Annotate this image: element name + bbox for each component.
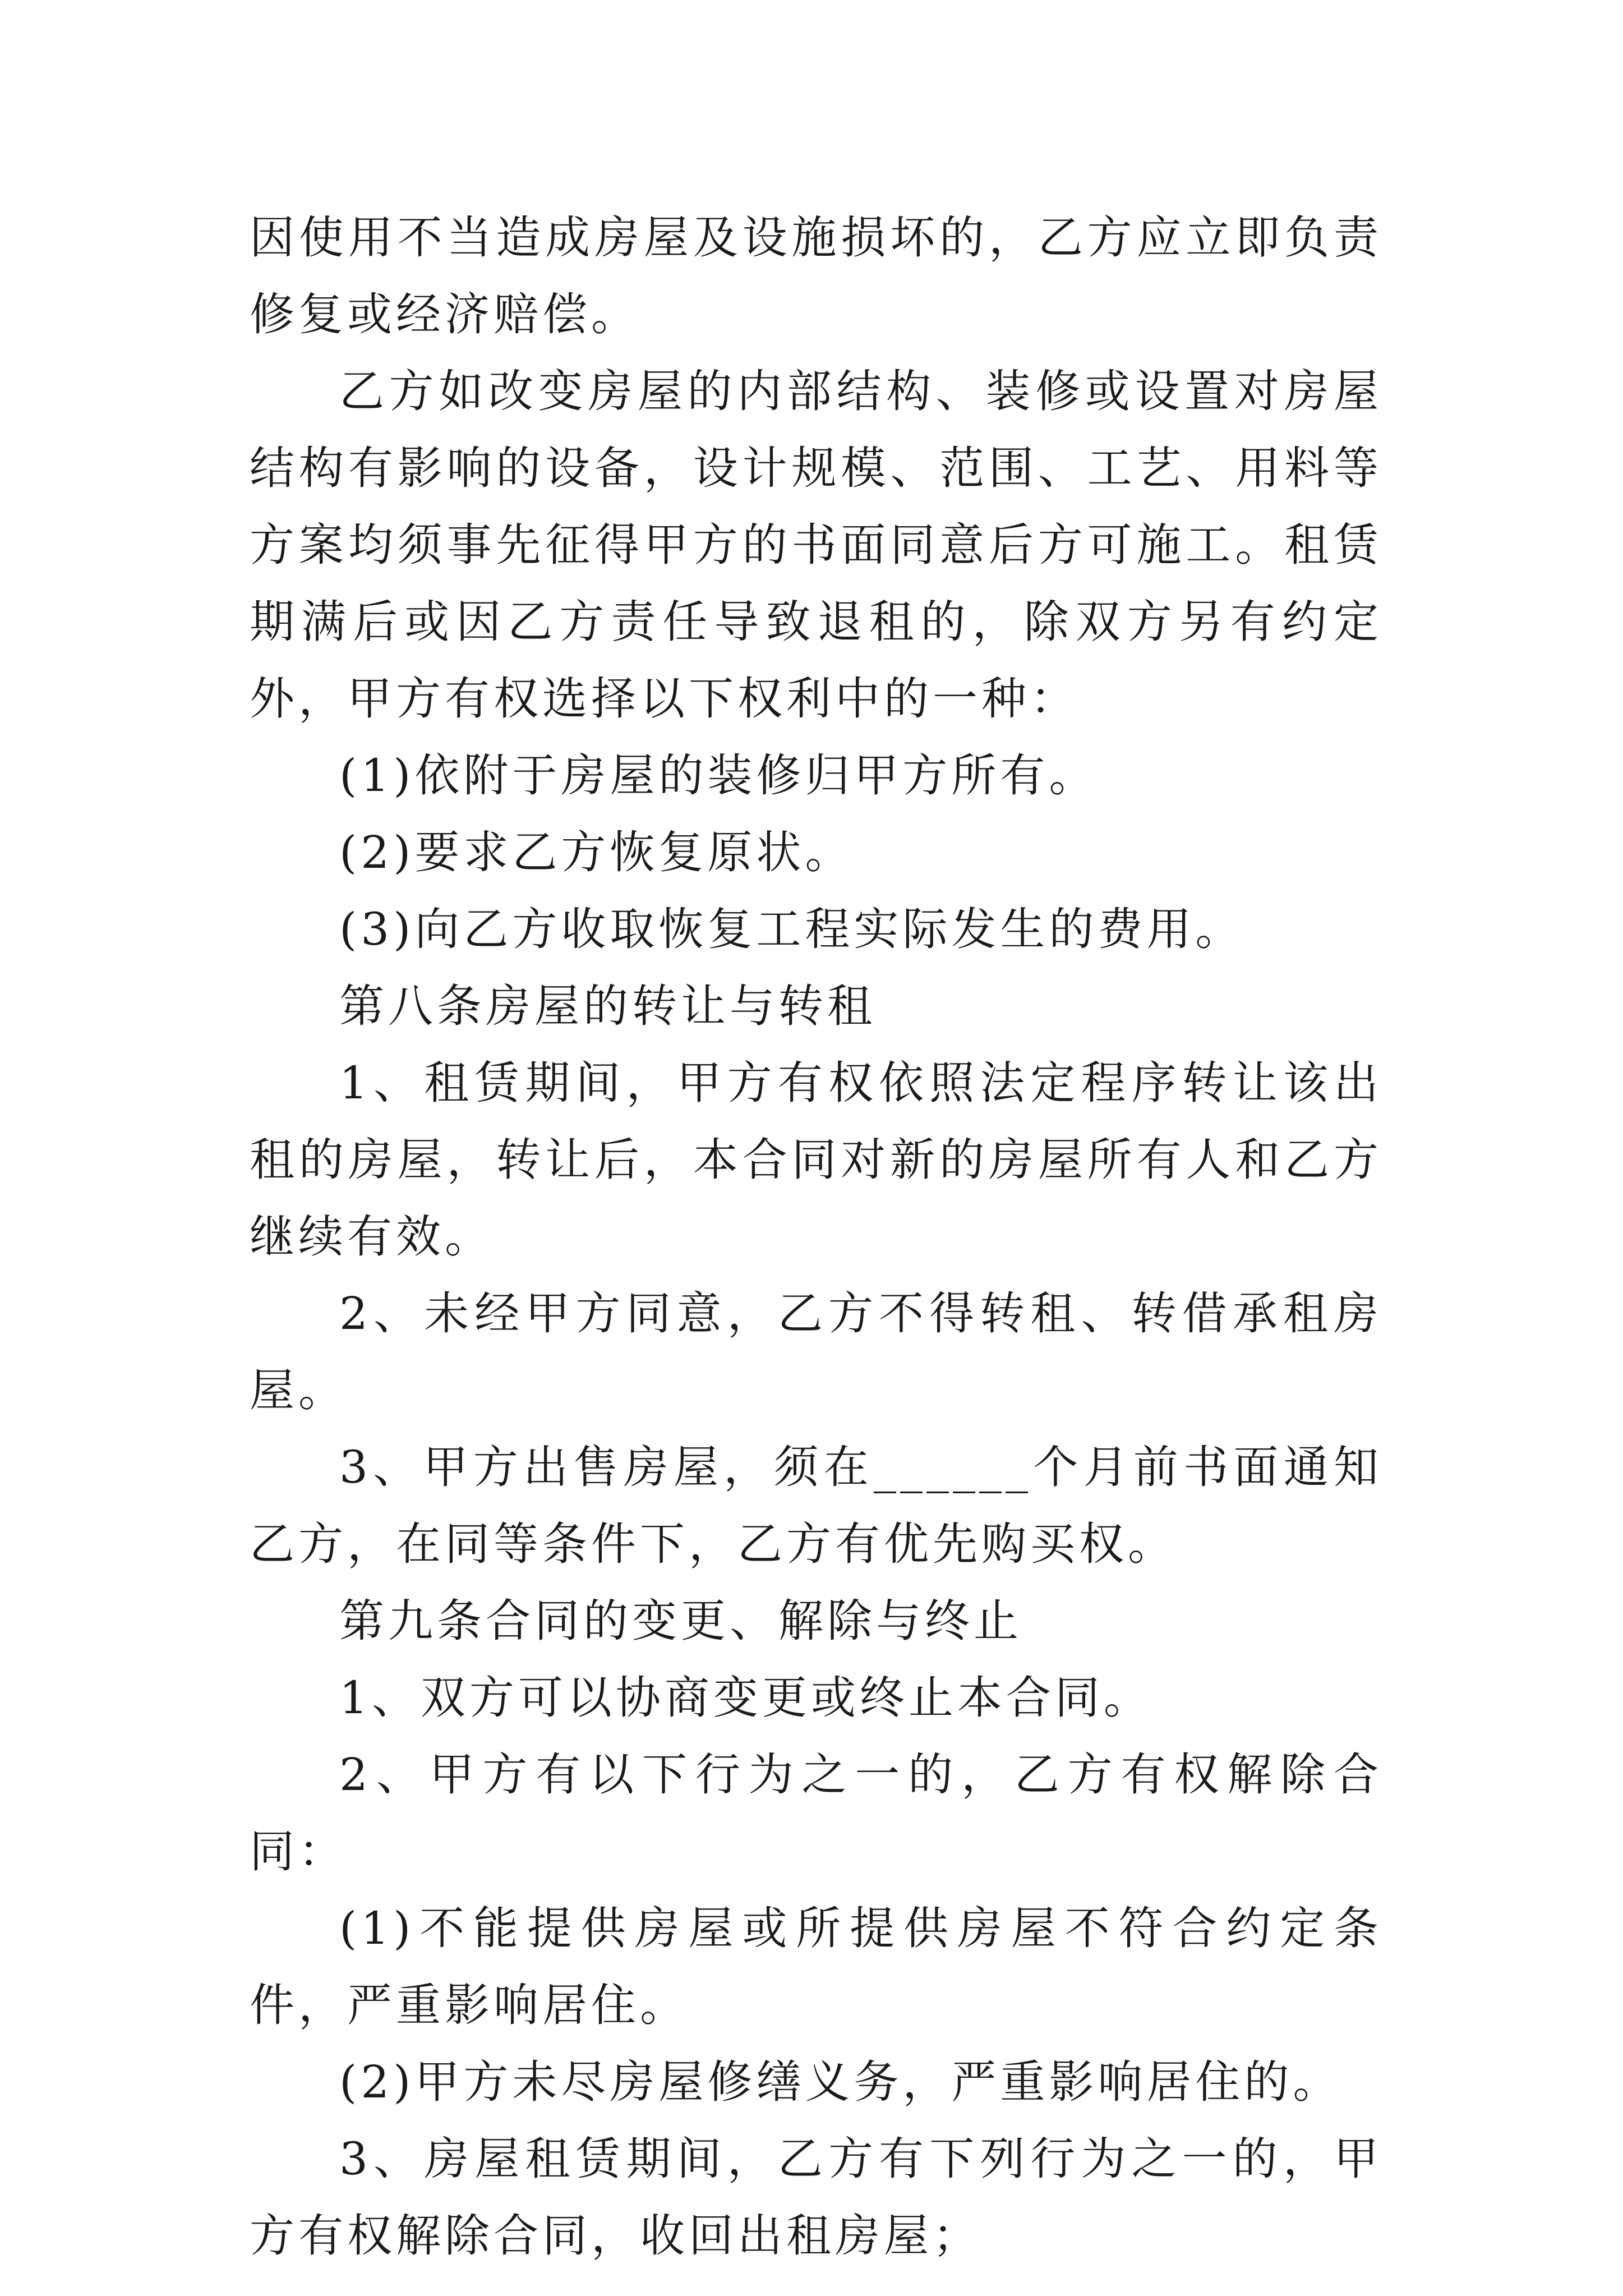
paragraph-11: 1、双方可以协商变更或终止本合同。 xyxy=(339,1672,1152,1724)
section-heading-9: 第九条合同的变更、解除与终止 xyxy=(339,1595,1022,1647)
paragraph-7: 1、租赁期间，甲方有权依照法定程序转让该出租的房屋，转让后，本合同对新的房屋所有人和乙方继续有效。 xyxy=(250,1057,1382,1263)
paragraph-9: 3、甲方出售房屋，须在______个月前书面通知乙方，在同等条件下，乙方有优先购买权。 xyxy=(250,1441,1382,1570)
paragraph-15: 3、房屋租赁期间，乙方有下列行为之一的，甲方有权解除合同，收回出租房屋； xyxy=(250,2133,1382,2262)
paragraph-5: (3)向乙方收取恢复工程实际发生的费用。 xyxy=(339,903,1244,955)
paragraph-14: (2)甲方未尽房屋修缮义务，严重影响居住的。 xyxy=(339,2056,1342,2108)
paragraph-3: (1)依附于房屋的装修归甲方所有。 xyxy=(339,749,1098,802)
paragraph-13: (1)不能提供房屋或所提供房屋不符合约定条件，严重影响居住。 xyxy=(250,1902,1382,2031)
paragraph-4: (2)要求乙方恢复原状。 xyxy=(339,826,854,878)
paragraph-1: 因使用不当造成房屋及设施损坏的，乙方应立即负责修复或经济赔偿。 xyxy=(250,211,1382,341)
document-body xyxy=(250,199,1382,2274)
section-heading-8: 第八条房屋的转让与转租 xyxy=(339,980,876,1032)
paragraph-12: 2、甲方有以下行为之一的，乙方有权解除合同： xyxy=(250,1749,1382,1878)
paragraph-8: 2、未经甲方同意，乙方不得转租、转借承租房屋。 xyxy=(250,1287,1382,1416)
paragraph-2: 乙方如改变房屋的内部结构、装修或设置对房屋结构有影响的设备，设计规模、范围、工艺、用料等方案均须事先征得甲方的书面同意后方可施工。租赁期满后或因乙方责任导致退租的，除双方另有约定外，甲方有权选择以下权利中的一种： xyxy=(250,365,1382,725)
